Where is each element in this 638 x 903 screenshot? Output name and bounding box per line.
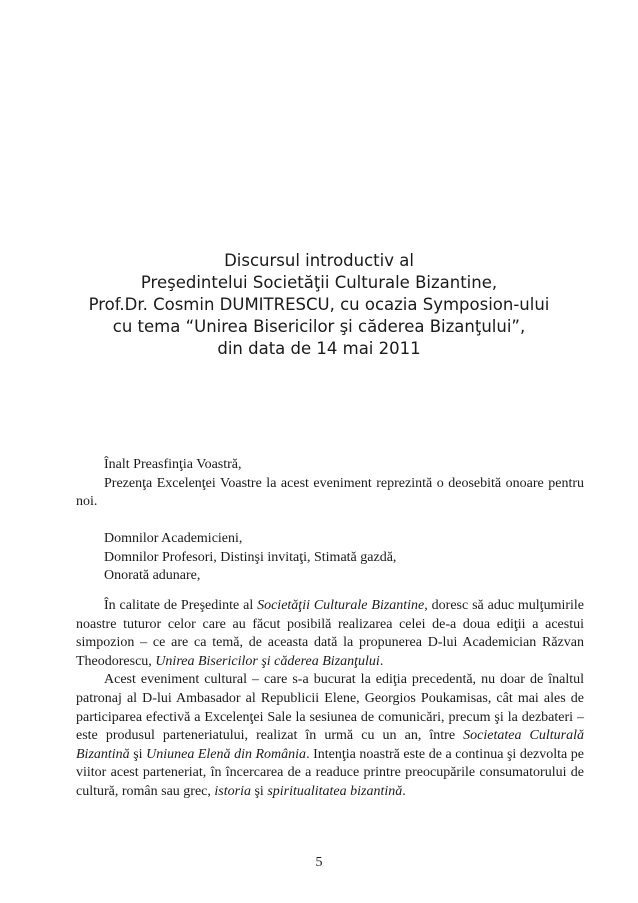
society-name-italic: Societatea Culturală Bizantină [76, 728, 585, 762]
spirituality-italic: spiritualitatea bizantină [267, 783, 403, 799]
speech-title [40, 250, 598, 360]
title-line: Prof.Dr. Cosmin DUMITRESCU, cu ocazia Symposion-ului [88, 295, 550, 314]
paragraph-text: şi [250, 783, 268, 799]
main-text [76, 597, 584, 802]
address-line: Domnilor Academicieni, [104, 531, 243, 546]
greeting-sentence: Prezenţa Excelenţei Voastre la acest eveniment reprezintă o deosebită onoare pentru noi. [76, 475, 584, 510]
title-line: cu tema “Unirea Bisericilor şi căderea Bizanţului”, [112, 317, 526, 336]
paragraph-text: . Intenţia noastră este de a continua şi dezvolta pe viitor acest parteneriat, în încercarea de a readuce printre preocupările consumatorului de cultură, român sau grec, [76, 746, 585, 799]
title-line: din data de 14 mai 2011 [217, 339, 421, 358]
symposium-theme-italic: Unirea Bisericilor şi căderea Bizanţului [155, 653, 380, 669]
paragraph-text: Acest eveniment cultural – care s-a bucurat la ediţia precedentă, nu doar de înaltul patronaj al D-lui Ambasador al Republicii Elene, Georgios Poukamisas, cât mai ales de participarea efectivă a Excelenţei Sale la sesiunea de comunicări, precum şi la dezbateri – este produsul parteneriatului, realizat în urmă cu un an, între [76, 672, 584, 744]
paragraph-text: . [402, 783, 406, 799]
page-number: 5 [315, 855, 323, 870]
paragraph-text: În calitate de Preşedinte al [104, 598, 258, 613]
union-name-italic: Uniunea Elenă din România [146, 746, 307, 762]
title-line: Preşedintelui Societăţii Culturale Bizantine, [140, 273, 498, 292]
title-line: Discursul introductiv al [224, 251, 414, 270]
greeting-section [76, 456, 584, 512]
paragraph-text: . [379, 653, 384, 669]
society-name-italic: Societăţii Culturale Bizantine [257, 598, 425, 613]
address-line: Onorată adunare, [104, 568, 201, 584]
paragraph-text: , doresc să aduc mulţumirile noastre tuturor celor care au făcut posibilă realizarea celei de-a doua ediţii a acestui simpozion – ce are ca temă, de aceasta dată la propunerea D-lui Academician Răzvan Theodorescu, [76, 598, 585, 669]
address-line: Domnilor Profesori, Distinşi invitaţi, Stimată gazdă, [104, 549, 397, 565]
paragraph-2 [76, 671, 584, 801]
salutation: Înalt Preasfinţia Voastră, [104, 457, 242, 472]
address-section [76, 530, 584, 586]
paragraph-text: şi [129, 746, 147, 762]
paragraph-1 [76, 597, 584, 671]
history-italic: istoria [214, 783, 251, 799]
